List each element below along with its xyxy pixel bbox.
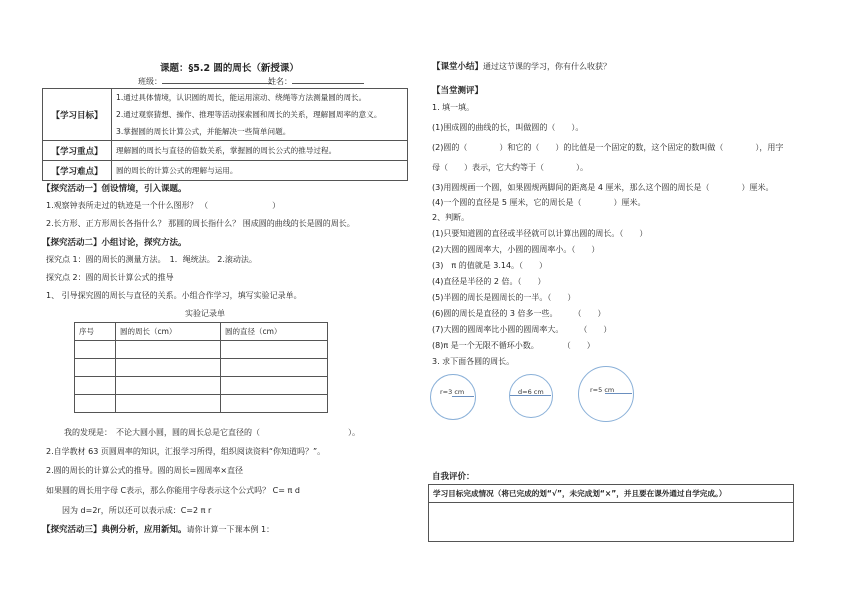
circle-figure — [509, 374, 553, 418]
summary-heading: 【课堂小结】 — [432, 62, 484, 72]
lesson-title: 课题：§5.2 圆的周长（新授课） — [160, 63, 299, 74]
key-label: 【学习重点】 — [43, 141, 112, 161]
judge-item: (5)半圆的周长是圆周长的一半。（ ） — [432, 293, 576, 302]
circle-label: r=5 cm — [590, 386, 615, 394]
fill-item: (2)圆的（ ）和它的（ ）的比值是一个固定的数，这个固定的数叫做（ ），用字 — [432, 143, 784, 152]
key-text: 理解圆的周长与直径的倍数关系，掌握圆的周长公式的推导过程。 — [112, 141, 408, 161]
goal-item: 2.通过观察猜想、操作、推理等活动探索圆和周长的关系，理解圆周率的意义。 — [116, 110, 382, 119]
activity1-heading: 【探究活动一】创设情境，引入课题。 — [42, 184, 187, 194]
fill-item: (4)一个圆的直径是 5 厘米，它的周长是（ ）厘米。 — [432, 198, 646, 207]
test-heading: 【当堂测评】 — [432, 86, 484, 96]
radius-formula: 因为 d=2r，所以还可以表示成：C=2 π r — [62, 506, 212, 515]
class-label: 班级： — [138, 76, 272, 87]
circle-label: r=3 cm — [440, 388, 465, 396]
judge-item: (7)大圆的圆周率比小圆的圆周率大。 （ ） — [432, 325, 612, 334]
summary-text: 通过这节课的学习，你有什么收获？ — [483, 62, 612, 71]
table-row — [75, 341, 328, 359]
circle-figure — [578, 366, 634, 422]
goals-label: 【学习目标】 — [43, 89, 112, 141]
explore-point1: 探究点 1：圆的周长的测量方法。 1．绳统法。 2.滚动法。 — [46, 255, 257, 264]
fill-heading: 1. 填一填。 — [432, 103, 475, 112]
activity1-question2: 2.长方形、正方形周长各指什么？ 那圆的周长指什么？ 围成圆的曲线的长是圆的周长。 — [46, 219, 355, 228]
goal-item: 1.通过具体情境，认识圆的周长，能运用滚动、绕绳等方法测量圆的周长。 — [116, 93, 367, 102]
activity3-line — [42, 523, 274, 535]
judge-heading: 2、判断。 — [432, 213, 470, 222]
formula-letters: 如果圆的周长用字母 C表示，那么你能用字母表示这个公式吗？ C= π d — [46, 486, 300, 495]
activity3-heading: 【探究活动三】典例分析，应用新知。 — [42, 525, 187, 535]
self-eval-heading: 自我评价： — [432, 472, 475, 482]
goals-cell — [112, 89, 408, 141]
judge-item: (8)π 是一个无限不循环小数。 （ ） — [432, 341, 595, 350]
judge-item: (1)只要知道圆的直径或半径就可以计算出圆的周长。（ ） — [432, 229, 648, 238]
radius-line — [452, 396, 474, 397]
experiment-table — [74, 322, 328, 413]
guide-text: 1、 引导探究圆的周长与直径的关系。小组合作学习，填写实验记录单。 — [46, 291, 302, 300]
self-study-text: 2.自学教材 63 页圆周率的知识，汇报学习所得，组织阅读资料“你知道吗？”。 — [46, 447, 326, 456]
self-eval-answer-area[interactable] — [429, 503, 794, 542]
judge-item: (4)直径是半径的 2 倍。（ ） — [432, 277, 546, 286]
table-caption: 实验记录单 — [185, 309, 225, 318]
circle-figure — [430, 374, 476, 420]
explore-point2: 探究点 2：圆的周长计算公式的推导 — [46, 273, 174, 282]
col-header-circumference: 圆的周长（cm） — [116, 323, 221, 341]
name-label: 姓名： — [268, 76, 364, 87]
circles-heading: 3. 求下面各圆的周长。 — [432, 357, 515, 366]
lesson-info-table — [42, 88, 408, 181]
col-header-diameter: 圆的直径（cm） — [221, 323, 328, 341]
judge-item: (6)圆的周长是直径的 3 倍多一些。 （ ） — [432, 309, 606, 318]
difficulty-label: 【学习难点】 — [43, 161, 112, 181]
judge-item: (2)大圆的圆周率大，小圆的圆周率小。（ ） — [432, 245, 600, 254]
fill-item: (1)围成圆的曲线的长，叫做圆的（ ）。 — [432, 123, 584, 132]
col-header-index: 序号 — [75, 323, 116, 341]
activity2-heading: 【探究活动二】小组讨论，探究方法。 — [42, 238, 187, 248]
circle-label: d=6 cm — [518, 388, 544, 396]
fill-item: 母（ ）表示，它大约等于（ ）。 — [432, 163, 588, 172]
goal-item: 3.掌握圆的周长计算公式，并能解决一些简单问题。 — [116, 127, 291, 136]
self-eval-table — [428, 484, 794, 542]
summary-line — [432, 60, 611, 72]
fill-item: (3)用圆规画一个圆，如果圆规两脚间的距离是 4 厘米，那么这个圆的周长是（ ）厘米。 — [432, 183, 774, 192]
activity1-question1: 1.观察钟表所走过的轨迹是一个什么图形？ （ ） — [46, 201, 281, 210]
discovery-text: 我的发现是： 不论大圆小圆，圆的周长总是它直径的（ ）。 — [64, 428, 360, 437]
judge-item: (3) π 的值就是 3.14。（ ） — [432, 261, 548, 270]
table-row — [75, 359, 328, 377]
table-row — [75, 377, 328, 395]
activity3-text: 请你计算一下课本例 1： — [186, 525, 275, 534]
table-row — [75, 395, 328, 413]
self-eval-instruction: 学习目标完成情况（将已完成的划“√”，未完成划“×”，并且要在课外通过自学完成。） — [429, 485, 794, 503]
formula-derivation: 2.圆的周长的计算公式的推导。圆的周长=圆周率×直径 — [46, 466, 244, 475]
difficulty-text: 圆的周长的计算公式的理解与运用。 — [112, 161, 408, 181]
